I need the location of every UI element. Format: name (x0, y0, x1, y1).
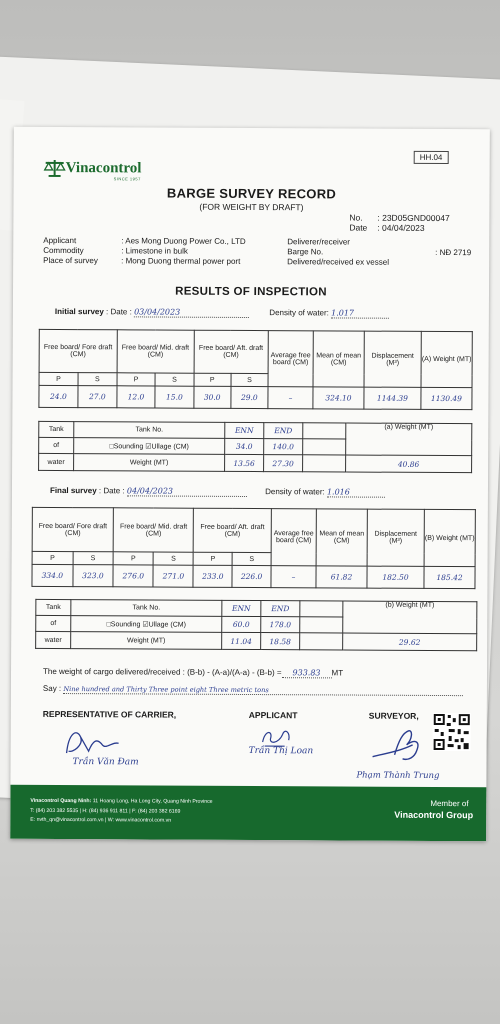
draft-value: 27.0 (78, 386, 117, 408)
final-density-value: 1.016 (327, 487, 385, 497)
initial-survey-label: Initial survey (54, 306, 104, 317)
draft-value: 226.0 (232, 565, 271, 587)
cargo-weight-value: 933.83 (282, 668, 332, 678)
ps-cell: S (153, 552, 193, 565)
surveyor-signature (369, 725, 439, 769)
record-number (349, 213, 449, 234)
ullage-label: □Sounding ☑Ullage (CM) (74, 438, 225, 455)
footer-bar (10, 785, 486, 841)
draft-value: 233.0 (193, 565, 232, 587)
weight-value: 1130.49 (421, 387, 472, 409)
final-date-value: 04/04/2023 (127, 486, 247, 497)
applicant-info (43, 236, 246, 267)
final-header-average: Average free board (CM) (271, 509, 316, 566)
weight-label: Weight (MT) (71, 632, 222, 650)
footer-address-text: 11 Hoang Long, Ha Long City, Quang Ninh Province (91, 798, 213, 805)
cargo-weight-line (43, 667, 483, 679)
water-label: water (36, 631, 71, 648)
draft-value: 15.0 (155, 386, 194, 408)
footer-phones: T: (84) 203 382 5535 | H: (84) 936 911 811 | F: (84) 203 382 6169 (30, 807, 181, 815)
weight-label: Weight (MT) (74, 454, 225, 472)
water-label: water (39, 453, 74, 470)
final-header-mean: Mean of mean (CM) (316, 509, 367, 566)
say-line (43, 684, 483, 696)
ullage-value: 140.0 (264, 439, 303, 455)
ps-cell: S (232, 552, 271, 565)
footer-web: E: nvth_qn@vinacontrol.com.vn | W: www.vinacontrol.com.vn (30, 816, 172, 824)
footer-office: Vinacontrol Quang Ninh: (30, 797, 92, 805)
ps-cell: P (39, 372, 78, 385)
date-value: : 04/04/2023 (377, 222, 425, 233)
ps-cell: S (73, 552, 114, 565)
barge-info (287, 237, 471, 268)
ps-cell: P (194, 552, 233, 565)
tank-no-label: Tank No. (74, 422, 225, 439)
final-density-label: Density of water: (265, 487, 325, 497)
ps-cell: S (155, 373, 193, 386)
barge-label: Barge No. (287, 247, 324, 257)
final-header-fore: Free board/ Fore draft (CM) (32, 507, 113, 551)
no-label: No. (349, 212, 363, 223)
footer-group: Vinacontrol Group (394, 809, 474, 821)
document-subtitle: (FOR WEIGHT BY DRAFT) (199, 201, 304, 213)
final-header-mid: Free board/ Mid. draft (CM) (113, 508, 193, 552)
draft-value: 12.0 (117, 386, 156, 408)
document-title: BARGE SURVEY RECORD (166, 185, 337, 202)
tank-name: END (261, 601, 300, 617)
ullage-value: 178.0 (261, 617, 300, 633)
final-header-aft: Free board/ Aft. draft (CM) (194, 508, 272, 552)
displacement-value: 182.50 (367, 566, 424, 588)
final-date-label: : Date : (98, 486, 125, 496)
scale-icon (44, 159, 66, 177)
empty-cell (303, 423, 346, 439)
ps-cell: S (78, 373, 117, 386)
tank-name: ENN (225, 422, 264, 438)
tank-weight-value: 18.58 (261, 633, 300, 650)
a-weight-label: (a) Weight (MT) (346, 423, 472, 456)
ps-cell: S (231, 373, 268, 386)
ullage-label: □Sounding ☑Ullage (CM) (71, 616, 222, 633)
initial-header-mid: Free board/ Mid. draft (CM) (117, 330, 194, 373)
cargo-unit: MT (331, 668, 344, 678)
vessel-label: Delivered/received ex vessel (287, 257, 390, 267)
empty-cell (300, 633, 343, 650)
final-survey-label: Final survey (49, 485, 97, 496)
footer-member: Member of (430, 798, 469, 809)
deliverer-label: Deliverer/receiver (287, 237, 350, 247)
company-name: Vinacontrol (65, 159, 142, 176)
applicant-label: Applicant (43, 235, 77, 246)
draft-value: 323.0 (73, 565, 114, 587)
empty-cell (300, 617, 343, 633)
of-label: of (39, 437, 74, 453)
cargo-formula-label: The weight of cargo delivered/received : (B-b) - (A-a)/(A-a) - (B-b) = (42, 666, 282, 678)
commodity-value: : Limestone in bulk (121, 246, 188, 256)
draft-value: 29.0 (231, 386, 268, 408)
surveyor-name: Phạm Thành Trung (356, 770, 440, 781)
tank-weight-value: 27.30 (264, 455, 303, 472)
initial-header-mean: Mean of mean (CM) (313, 331, 364, 387)
average-value: – (271, 566, 316, 588)
applicant-value: : Aes Mong Duong Power Co., LTD (121, 236, 246, 246)
no-value: : 23D05GND00047 (377, 212, 450, 224)
initial-draft-table (38, 329, 472, 410)
final-draft-table (31, 507, 475, 589)
place-value: : Mong Duong thermal power port (121, 256, 241, 266)
date-label: Date (349, 222, 368, 233)
survey-document (10, 127, 490, 841)
initial-date-label: : Date : (106, 307, 132, 317)
tank-name: END (264, 423, 303, 439)
say-label: Say : (42, 683, 62, 694)
final-header-weight: (B) Weight (MT) (424, 509, 475, 566)
commodity-label: Commodity (43, 245, 84, 256)
initial-header-aft: Free board/ Aft. draft (CM) (194, 330, 269, 373)
surveyor-label: SURVEYOR, (368, 710, 419, 721)
empty-cell (303, 455, 346, 472)
of-label: of (36, 615, 71, 631)
mean-value: 61.82 (316, 566, 367, 588)
initial-header-average: Average free board (CM) (268, 331, 313, 387)
barge-value: : NĐ 2719 (435, 247, 472, 258)
final-tank-table (35, 599, 477, 651)
final-header-displacement: Displacement (M³) (367, 509, 424, 566)
form-code: HH.04 (414, 151, 449, 164)
ullage-value: 60.0 (222, 616, 261, 632)
carrier-name: Trần Văn Đam (72, 757, 139, 768)
draft-value: 334.0 (32, 564, 73, 586)
b-weight-label: (b) Weight (MT) (343, 601, 477, 634)
empty-cell (300, 601, 343, 617)
displacement-value: 1144.39 (364, 387, 421, 409)
tank-name: ENN (222, 600, 261, 616)
initial-density-label: Density of water: (269, 308, 329, 318)
tank-label: Tank (39, 421, 74, 437)
draft-value: 276.0 (113, 565, 153, 587)
initial-header-fore: Free board/ Fore draft (CM) (39, 329, 117, 372)
qr-code-icon (433, 713, 471, 751)
b-weight-total: 29.62 (343, 633, 477, 651)
draft-value: 271.0 (153, 565, 193, 587)
mean-value: 324.10 (313, 387, 364, 409)
ullage-value: 34.0 (225, 438, 264, 454)
footer-address (30, 798, 330, 806)
ps-cell: P (113, 552, 153, 565)
weight-value: 185.42 (424, 566, 475, 588)
tank-weight-value: 13.56 (225, 454, 264, 471)
initial-header-weight: (A) Weight (MT) (421, 331, 472, 387)
applicant-name: Trần Thị Loan (248, 745, 314, 757)
carrier-label: REPRESENTATIVE OF CARRIER, (42, 708, 177, 720)
average-value: – (268, 387, 313, 409)
tank-weight-value: 11.04 (222, 632, 261, 649)
initial-date-value: 03/04/2023 (134, 307, 249, 318)
draft-value: 24.0 (39, 385, 78, 407)
a-weight-total: 40.86 (346, 455, 472, 473)
ps-cell: P (117, 373, 155, 386)
draft-value: 30.0 (194, 386, 231, 408)
say-value: Nine hundred and Thirty Three point eight Three metric tons (63, 685, 463, 696)
ps-cell: P (32, 551, 73, 564)
company-since: SINCE 1957 (113, 176, 141, 182)
ps-cell: P (194, 373, 231, 386)
tank-label: Tank (36, 599, 71, 615)
initial-tank-table (38, 421, 472, 473)
initial-survey-line (55, 307, 475, 319)
company-logo (44, 159, 142, 182)
results-title: RESULTS OF INSPECTION (175, 285, 327, 299)
empty-cell (303, 439, 346, 455)
final-survey-line (50, 486, 470, 498)
applicant-sign-label: APPLICANT (248, 709, 298, 721)
initial-density-value: 1.017 (331, 308, 389, 318)
initial-header-displacement: Displacement (M³) (364, 331, 421, 387)
tank-no-label: Tank No. (71, 600, 222, 617)
place-label: Place of survey (43, 255, 98, 266)
